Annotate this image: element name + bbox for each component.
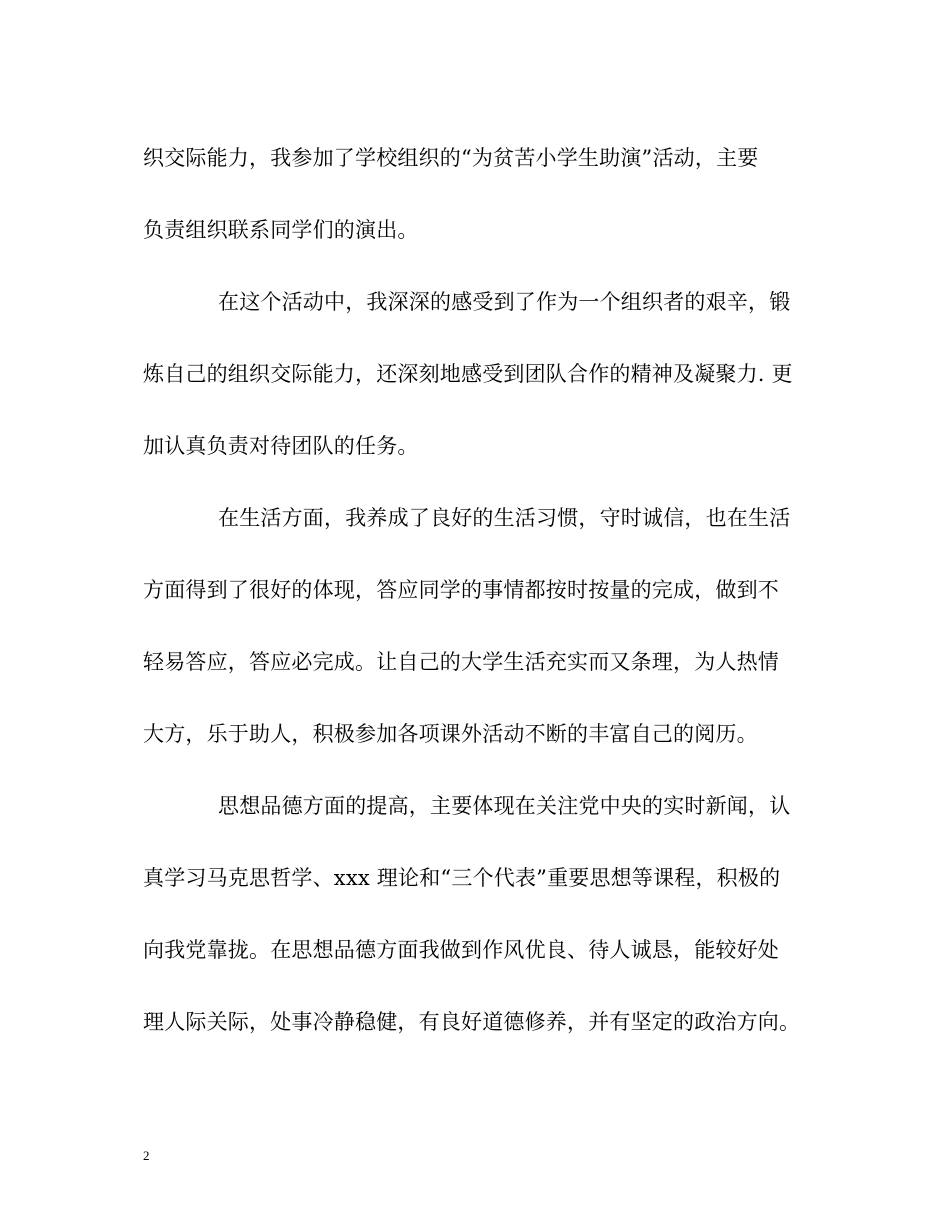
text-line: 大方，乐于助人，积极参加各项课外活动不断的丰富自己的阅历。 [143,722,758,746]
paragraph-first-line: 在生活方面，我养成了良好的生活习惯，守时诚信，也在生活 [218,506,791,530]
text-line: 加认真负责对待团队的任务。 [143,434,419,458]
text-line: 方面得到了很好的体现，答应同学的事情都按时按量的完成，做到不 [143,578,779,602]
text-line: 理人际关际，处事冷静稳健，有良好道德修养，并有坚定的政治方向。 [143,1010,801,1034]
text-line: 轻易答应，答应必完成。让自己的大学生活充实而又条理，为人热情 [143,650,779,674]
text-line: 真学习马克思哲学、xxx 理论和“三个代表”重要思想等课程，积极的 [143,866,781,890]
text-line: 负责组织联系同学们的演出。 [143,218,419,242]
text-line: 向我党靠拢。在思想品德方面我做到作风优良、待人诚恳，能较好处 [143,938,779,962]
page-number: 2 [143,1148,150,1163]
paragraph-first-line: 思想品德方面的提高，主要体现在关注党中央的实时新闻，认 [218,794,791,818]
text-line: 织交际能力，我参加了学校组织的“为贫苦小学生助演”活动，主要 [143,146,759,170]
text-line: 炼自己的组织交际能力，还深刻地感受到团队合作的精神及凝聚力. 更 [143,362,793,386]
paragraph-first-line: 在这个活动中，我深深的感受到了作为一个组织者的艰辛，锻 [218,290,791,314]
